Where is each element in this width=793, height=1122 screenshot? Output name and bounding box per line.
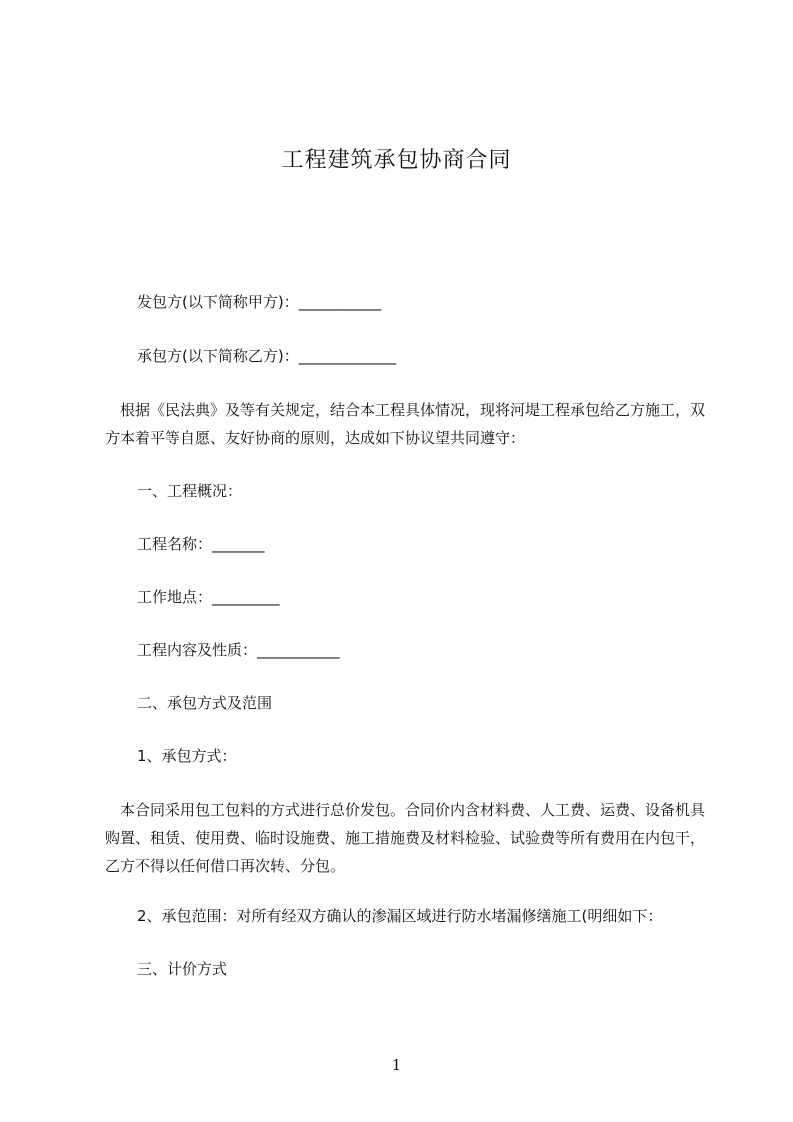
work-location-line: 工作地点：_________ <box>137 588 280 606</box>
preamble-paragraph: 根据《民法典》及等有关规定，结合本工程具体情况，现将河堤工程承包给乙方施工，双方本着平等自愿、友好协商的原则，达成如下协议望共同遵守： <box>105 401 706 447</box>
section-2-heading: 二、承包方式及范围 <box>137 694 273 712</box>
project-name-line: 工程名称：_______ <box>137 535 265 553</box>
section-1-heading: 一、工程概况： <box>137 482 243 500</box>
item-1-body: 本合同采用包工包料的方式进行总价发包。合同价内含材料费、人工费、运费、设备机具购置、租赁、使用费、临时设施费、施工措施费及材料检验、试验费等所有费用在内包干，乙方不得以任何借口再次转、分包。 <box>105 801 706 875</box>
item-2-line: 2、承包范围：对所有经双方确认的渗漏区域进行防水堵漏修缮施工(明细如下： <box>137 907 663 925</box>
party-a-line: 发包方(以下简称甲方)：___________ <box>137 293 382 311</box>
project-content-line: 工程内容及性质：___________ <box>137 641 340 659</box>
document-title: 工程建筑承包协商合同 <box>281 148 512 173</box>
section-3-heading: 三、计价方式 <box>137 960 228 978</box>
party-b-line: 承包方(以下简称乙方)：_____________ <box>137 347 397 365</box>
item-1-heading: 1、承包方式： <box>137 747 237 765</box>
page-number: 1 <box>391 1056 402 1074</box>
